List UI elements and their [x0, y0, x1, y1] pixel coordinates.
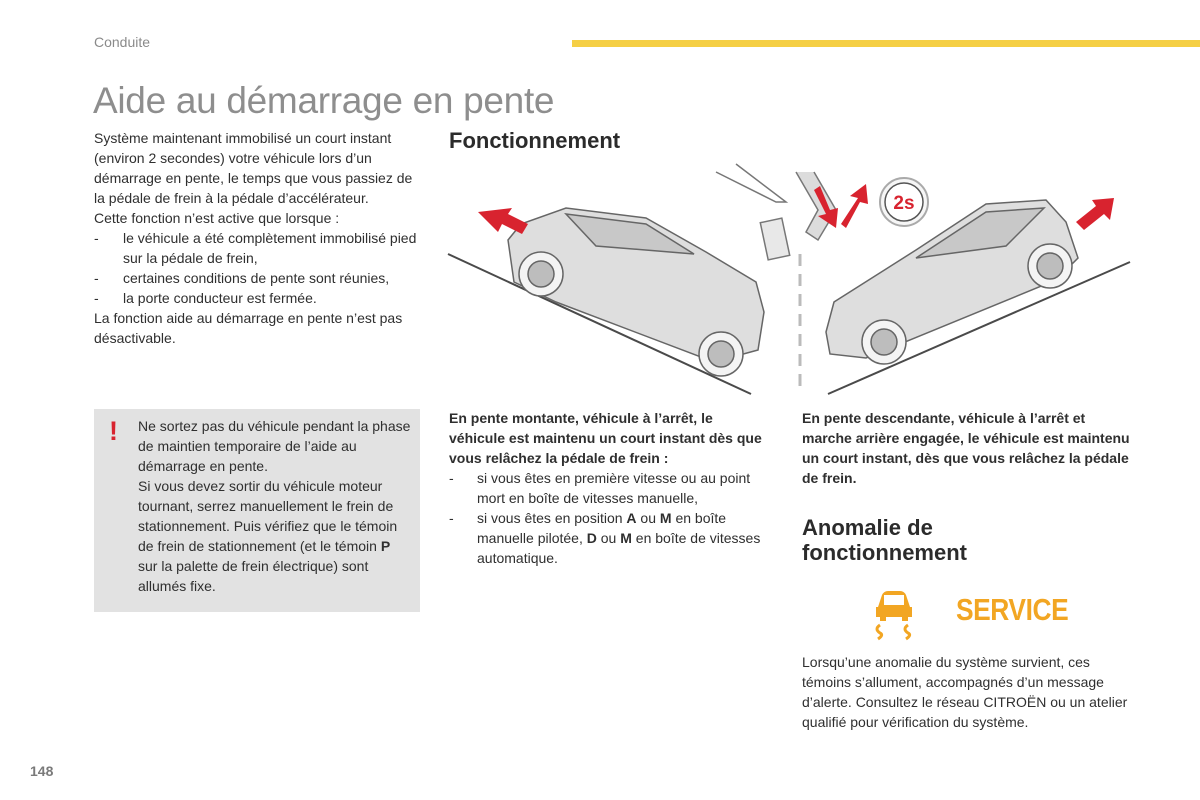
- warning-icon: !: [109, 416, 118, 446]
- closing-note: La fonction aide au démarrage en pente n’est pas désactivable.: [94, 310, 403, 346]
- pedals-icon: [716, 164, 836, 260]
- warning-text: [138, 416, 413, 596]
- section-heading-anomalie: Anomalie de fonctionnement: [802, 515, 967, 565]
- section-heading-fonctionnement: Fonctionnement: [449, 128, 621, 153]
- downhill-description: En pente descendante, véhicule à l’arrêt et marche arrière engagée, le véhicule est maintenu un court instant, dès que vous relâchez la pédale de frein.: [802, 410, 1130, 486]
- list-item: - le véhicule a été complètement immobilisé pied sur la pédale de frein,: [94, 230, 417, 266]
- uphill-arrow-icon: [478, 208, 528, 234]
- warning-line-1: Ne sortez pas du véhicule pendant la phase de maintien temporaire de l’aide au démarrage en pente.: [138, 418, 411, 474]
- intro-paragraph: Système maintenant immobilisé un court instant (environ 2 secondes) votre véhicule lors d’un démarrage en pente, le temps que vous passiez de la pédale de frein à la pédale d’accélérateur.: [94, 130, 413, 206]
- service-warning-label: SERVICE: [956, 592, 1069, 627]
- warning-line-2: Si vous devez sortir du véhicule moteur tournant, serrez manuellement le frein de stationnement. Puis vérifiez que le témoin de frein de stationnement (et le témoin P sur la palette de frein électrique) sont allumés fixe.: [138, 478, 398, 594]
- hill-start-illustration: [446, 162, 1132, 400]
- anomalie-text: Lorsqu’une anomalie du système survient, ces témoins s’allument, accompagnés d’un message d’alerte. Consultez le réseau CITROËN ou un atelier qualifié pour vérification du système.: [802, 654, 1128, 730]
- downhill-arrow-icon: [1076, 198, 1114, 230]
- intro-text: [94, 128, 424, 348]
- uphill-lead: En pente montante, véhicule à l’arrêt, le véhicule est maintenu un court instant dès que vous relâchez la pédale de frein :: [449, 410, 762, 466]
- header-accent-bar: [572, 40, 1200, 47]
- section-label: Conduite: [94, 34, 151, 50]
- condition-intro: Cette fonction n’est active que lorsque :: [94, 210, 340, 226]
- list-item: - la porte conducteur est fermée.: [94, 290, 317, 306]
- page-title: Aide au démarrage en pente: [93, 80, 555, 121]
- list-item: - si vous êtes en position A ou M en boîte manuelle pilotée, D ou M en boîte de vitesses automatique.: [449, 510, 761, 566]
- list-item: - certaines conditions de pente sont réunies,: [94, 270, 390, 286]
- skid-warning-icon: [868, 585, 948, 641]
- page-number: 148: [30, 763, 54, 779]
- list-item: - si vous êtes en première vitesse ou au point mort en boîte de vitesses manuelle,: [449, 470, 751, 506]
- timer-label: 2s: [893, 193, 915, 214]
- uphill-description: [449, 408, 767, 568]
- timer-icon: [880, 178, 928, 226]
- uphill-car-icon: [508, 208, 764, 376]
